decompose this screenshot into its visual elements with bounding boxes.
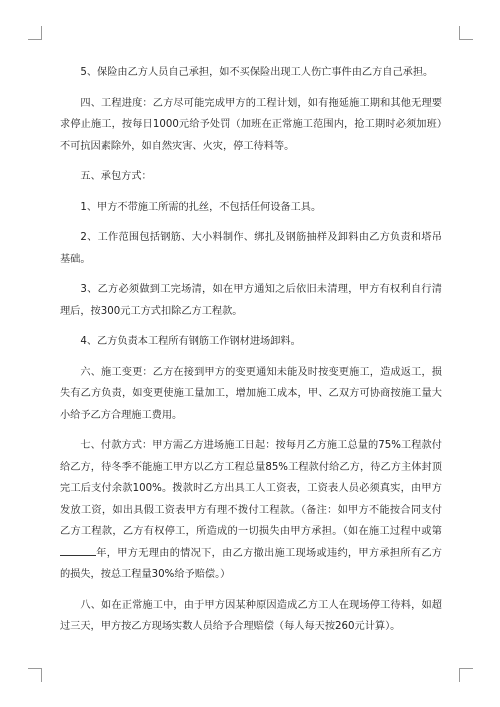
crop-mark-bottom-left — [28, 668, 42, 682]
crop-mark-top-right — [459, 26, 473, 40]
paragraph-compensation: 八、如在正常施工中，由于甲方因某种原因造成乙方工人在现场停工待料，如超过三天，甲方按乙方现场实数人员给予合理赔偿（每人每天按260元计算）。 — [60, 599, 442, 632]
fill-in-blank — [60, 555, 96, 556]
paragraph-insurance: 5、保险由乙方人员自己承担，如不买保险出现工人伤亡事件由乙方自己承担。 — [80, 67, 434, 78]
payment-text-part-2: 年，甲方无理由的情况下，由乙方撤出施工现场或违约，甲方承担所有乙方的损失，按总工程量30%给予赔偿。） — [60, 547, 442, 580]
paragraph-contract-heading: 五、承包方式： — [80, 171, 152, 182]
paragraph-changes: 六、施工变更：乙方在接到甲方的变更通知未能及时按变更施工，造成返工，损失有乙方负责，如变更使施工量加工，增加施工成本，甲、乙双方可协商按施工量大小给予乙方合理施工费用。 — [60, 366, 442, 421]
crop-mark-top-left — [28, 26, 42, 40]
document-body — [60, 62, 442, 647]
payment-text-part-1: 七、付款方式：甲方需乙方进场施工日起：按每月乙方施工总量的75%工程款付给乙方，待冬季不能施工甲方以乙方工程总量85%工程款付给乙方，待乙方主体封顶完工后支付余款100%。拨款时乙方出具工人工资表，工资表人员必须真实，由甲方发放工资，如出具假工资表甲方有理不拨付工程款。（备注：如甲方不能按合同支付乙方工程款，乙方有权停工，所造成的一切损失由甲方承担。（如在施工过程中或第 — [60, 440, 442, 537]
paragraph-item-4: 4、乙方负责本工程所有钢筋工作钢材进场卸料。 — [80, 336, 301, 347]
paragraph-schedule: 四、工程进度：乙方尽可能完成甲方的工程计划，如有拖延施工期和其他无理要求停止施工，按每日1000元给予处罚（加班在正常施工范围内，抢工期时必须加班）不可抗因素除外，如自然灾害、火灾，停工待料等。 — [60, 97, 442, 152]
paragraph-item-1: 1、甲方不带施工所需的扎丝，不包括任何设备工具。 — [80, 201, 322, 213]
paragraph-item-2: 2、工作范围包括钢筋、大小料制作、绑扎及钢筋抽样及卸料由乙方负责和塔吊基础。 — [60, 232, 442, 265]
paragraph-payment — [60, 435, 442, 586]
paragraph-item-3: 3、乙方必须做到工完场清，如在甲方通知之后依旧未清理，甲方有权利自行清理后，按300元工方式扣除乙方工程款。 — [60, 284, 442, 317]
crop-mark-bottom-right — [459, 668, 473, 682]
